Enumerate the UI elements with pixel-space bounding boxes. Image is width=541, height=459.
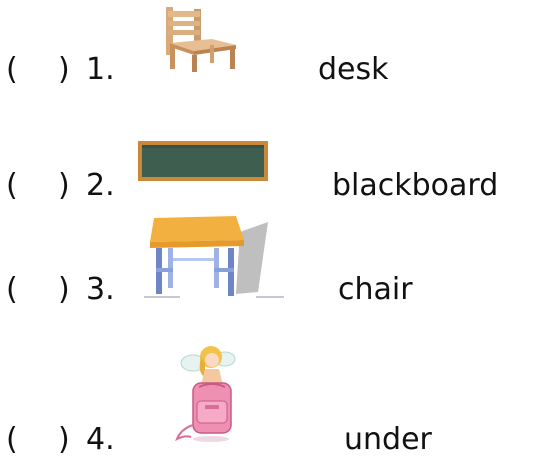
blackboard-icon	[138, 141, 268, 181]
answer-blank-open-paren: (	[6, 52, 18, 87]
item-number: 2.	[86, 168, 115, 203]
answer-blank-close-paren: )	[58, 168, 70, 203]
item-number: 4.	[86, 422, 115, 457]
answer-blank-open-paren: (	[6, 168, 18, 203]
item-number: 1.	[86, 52, 115, 87]
fairy-on-schoolbag-icon	[175, 343, 247, 447]
word-label: under	[344, 422, 432, 457]
word-label: blackboard	[332, 168, 499, 203]
item-number: 3.	[86, 272, 115, 307]
chair-icon	[160, 5, 240, 73]
answer-blank-open-paren: (	[6, 422, 18, 457]
answer-blank-close-paren: )	[58, 52, 70, 87]
desk-icon	[140, 212, 290, 302]
word-label: chair	[338, 272, 413, 307]
answer-blank-close-paren: )	[58, 422, 70, 457]
answer-blank-open-paren: (	[6, 272, 18, 307]
answer-blank-close-paren: )	[58, 272, 70, 307]
word-label: desk	[318, 52, 389, 87]
